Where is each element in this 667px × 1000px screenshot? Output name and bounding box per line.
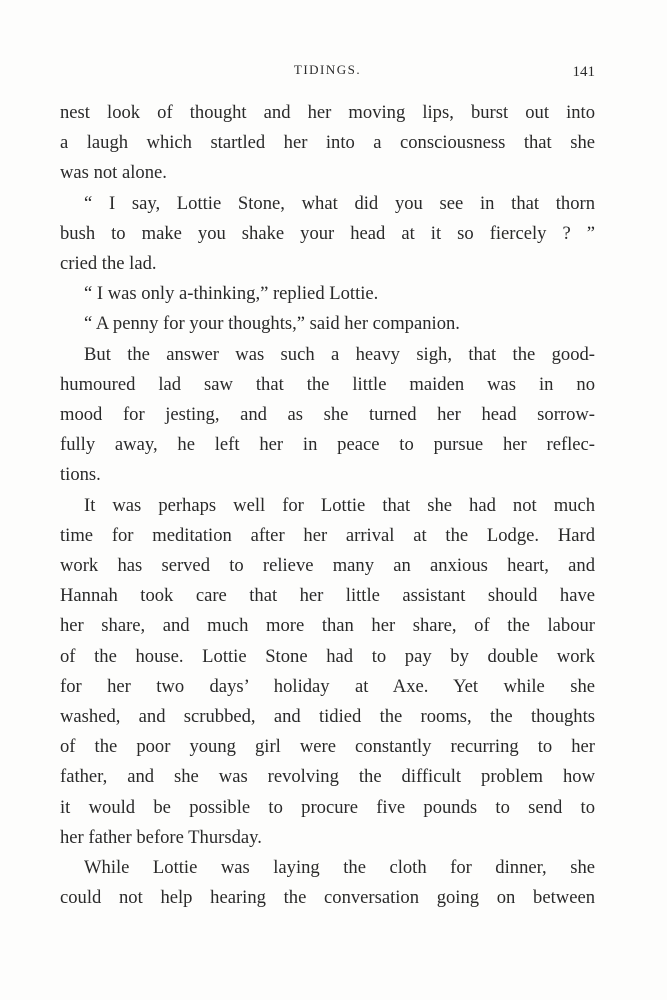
text-line: it would be possible to procure five pounds to send to bbox=[60, 796, 595, 818]
text-line: mood for jesting, and as she turned her head sorrow- bbox=[60, 404, 595, 426]
text-line: bush to make you shake your head at it so fiercely ? ” bbox=[60, 222, 595, 244]
text-line: her share, and much more than her share, of the labour bbox=[60, 615, 595, 637]
text-line: for her two days’ holiday at Axe. Yet while she bbox=[60, 675, 595, 697]
text-line: of the house. Lottie Stone had to pay by double work bbox=[60, 645, 595, 667]
page-number: 141 bbox=[572, 64, 595, 80]
text-line: It was perhaps well for Lottie that she had not much bbox=[84, 494, 595, 516]
text-line: was not alone. bbox=[60, 162, 167, 184]
text-line: her father before Thursday. bbox=[60, 826, 262, 848]
text-line: While Lottie was laying the cloth for dinner, she bbox=[84, 857, 595, 879]
paragraph bbox=[60, 491, 595, 853]
text-line: “ A penny for your thoughts,” said her companion. bbox=[84, 313, 460, 335]
text-line: washed, and scrubbed, and tidied the rooms, the thoughts bbox=[60, 706, 595, 728]
paragraph bbox=[60, 98, 595, 189]
paragraph bbox=[60, 340, 595, 491]
text-line: cried the lad. bbox=[60, 253, 157, 275]
text-line: But the answer was such a heavy sigh, that the good- bbox=[84, 343, 595, 365]
paragraph bbox=[60, 189, 595, 280]
text-line: nest look of thought and her moving lips, burst out into bbox=[60, 102, 595, 123]
paragraph bbox=[60, 279, 595, 309]
text-line: of the poor young girl were constantly recurring to her bbox=[60, 736, 595, 758]
text-line: humoured lad saw that the little maiden was in no bbox=[60, 373, 595, 395]
paragraph bbox=[60, 309, 595, 339]
text-line: fully away, he left her in peace to pursue her reflec- bbox=[60, 434, 595, 456]
text-line: “ I say, Lottie Stone, what did you see in that thorn bbox=[84, 192, 595, 214]
text-line: father, and she was revolving the difficult problem how bbox=[60, 766, 595, 788]
running-head bbox=[60, 58, 595, 82]
text-line: time for meditation after her arrival at the Lodge. Hard bbox=[60, 524, 595, 546]
text-line: Hannah took care that her little assistant should have bbox=[60, 585, 595, 607]
text-line: a laugh which startled her into a consciousness that she bbox=[60, 132, 595, 154]
text-line: could not help hearing the conversation going on between bbox=[60, 887, 595, 909]
text-line: “ I was only a-thinking,” replied Lottie. bbox=[84, 283, 379, 305]
body-text bbox=[60, 98, 595, 913]
text-line: tions. bbox=[60, 464, 101, 486]
text-line: work has served to relieve many an anxious heart, and bbox=[60, 555, 595, 577]
paragraph bbox=[60, 853, 595, 913]
chapter-title: TIDINGS. bbox=[293, 62, 362, 77]
